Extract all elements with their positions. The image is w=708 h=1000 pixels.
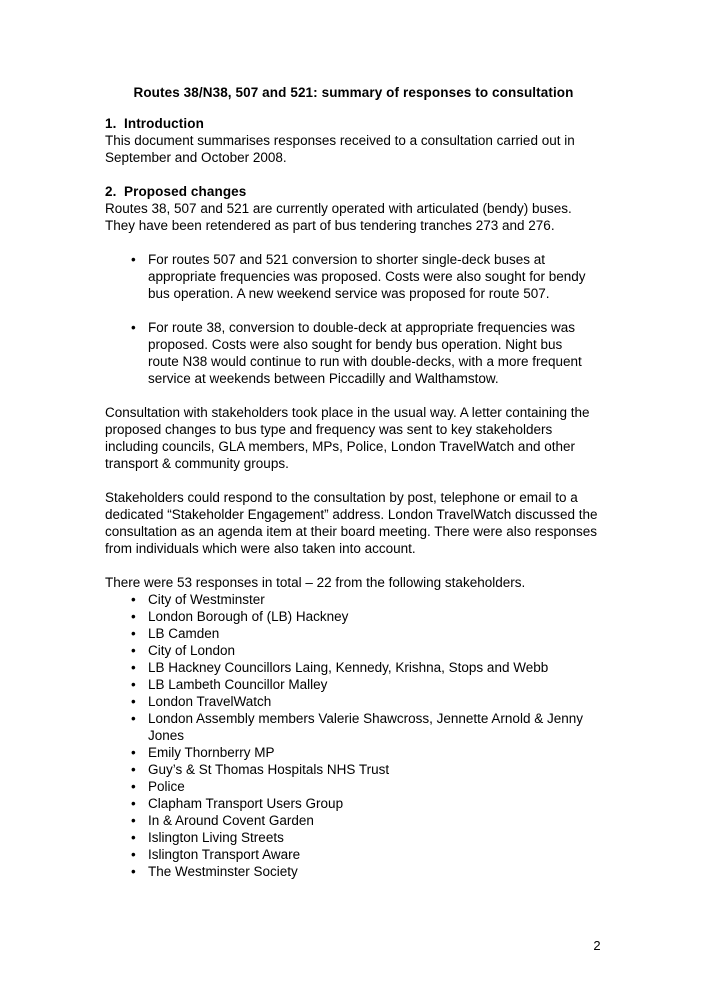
list-item: • Emily Thornberry MP [105,744,602,761]
list-item: • London TravelWatch [105,693,602,710]
list-item: • London Borough of (LB) Hackney [105,608,602,625]
spacer [105,472,602,489]
list-item: • Guy’s & St Thomas Hospitals NHS Trust [105,761,602,778]
list-item: • For route 38, conversion to double-deck at appropriate frequencies was proposed. Costs were also sought for bendy bus operation. Night bus route N38 would continue to run with double-decks, with a more frequent service at weekends between Piccadilly and Walthamstow. [105,319,602,387]
section-number: 1. [105,116,117,131]
proposed-changes-paragraph: Routes 38, 507 and 521 are currently operated with articulated (bendy) buses. They have been retendered as part of bus tendering tranches 273 and 276. [105,201,572,233]
spacer [105,387,602,404]
consultation-paragraph: Consultation with stakeholders took place in the usual way. A letter containing the proposed changes to bus type and frequency was sent to key stakeholders including councils, GLA members, MPs, Police, London TravelWatch and other transport & community groups. [105,405,590,471]
list-item: • LB Hackney Councillors Laing, Kennedy, Krishna, Stops and Webb [105,659,602,676]
spacer [105,101,602,115]
section-heading-label: Introduction [124,116,204,131]
list-item: • City of Westminster [105,591,602,608]
responses-paragraph: Stakeholders could respond to the consultation by post, telephone or email to a dedicated “Stakeholder Engagement” address. London TravelWatch discussed the consultation as an agenda item at their board meeting. There were also responses from individuals which were also taken into account. [105,490,598,556]
list-item: • For routes 507 and 521 conversion to shorter single-deck buses at appropriate frequencies was proposed. Costs were also sought for bendy bus operation. A new weekend service was proposed for route 507. [105,251,602,302]
list-item: • Islington Living Streets [105,829,602,846]
list-item: • In & Around Covent Garden [105,812,602,829]
section-heading-introduction [105,115,602,132]
section-heading-label: Proposed changes [124,184,247,199]
response-count-paragraph: There were 53 responses in total – 22 from the following stakeholders. [105,575,526,590]
page-number-value: 2 [593,938,601,953]
section-number: 2. [105,184,117,199]
list-item: • LB Lambeth Councillor Malley [105,676,602,693]
list-item: • Islington Transport Aware [105,846,602,863]
introduction-paragraph: This document summarises responses received to a consultation carried out in September and October 2008. [105,133,575,165]
list-item: • Clapham Transport Users Group [105,795,602,812]
spacer [105,557,602,574]
list-item: • City of London [105,642,602,659]
list-item: • LB Camden [105,625,602,642]
section-heading-proposed-changes [105,183,602,200]
list-item: • London Assembly members Valerie Shawcross, Jennette Arnold & Jenny Jones [105,710,602,744]
document-body [105,84,602,880]
page-number-footer [0,938,708,954]
spacer [105,234,602,251]
list-item: • The Westminster Society [105,863,602,880]
stakeholder-list [105,591,602,880]
proposal-bullet-list [105,251,602,387]
page-title: Routes 38/N38, 507 and 521: summary of responses to consultation [133,85,574,100]
list-item: • Police [105,778,602,795]
spacer [105,166,602,183]
